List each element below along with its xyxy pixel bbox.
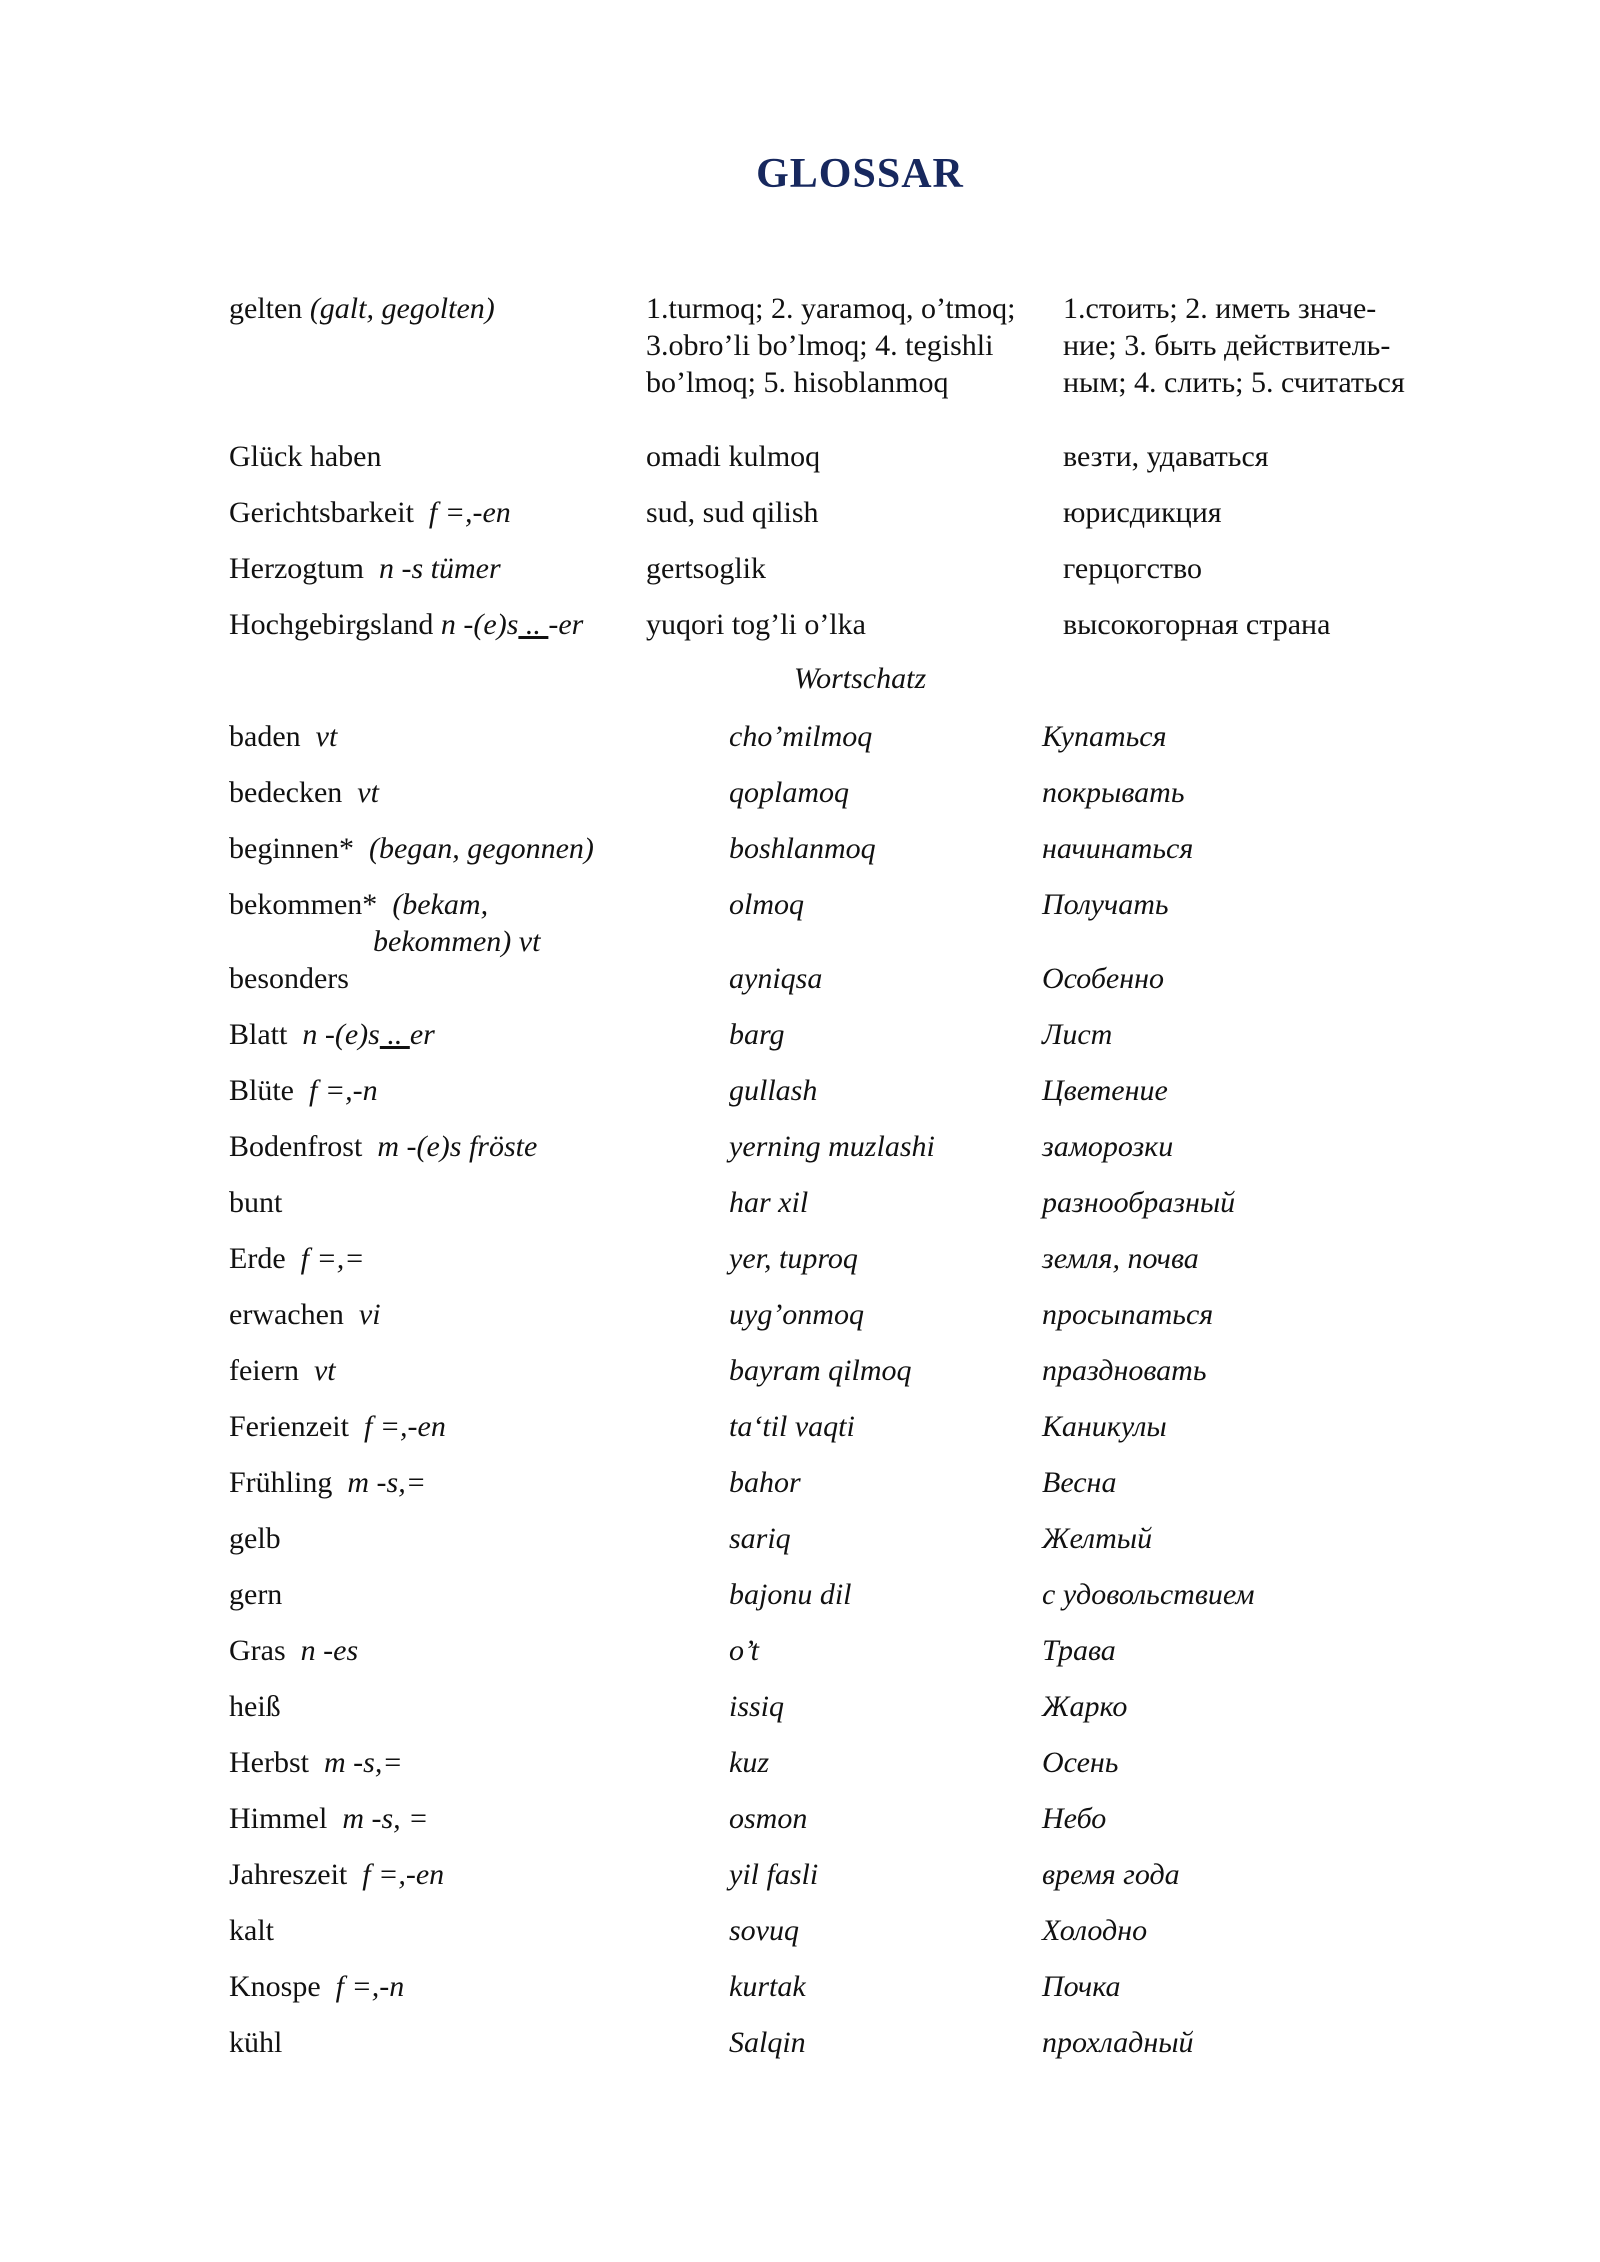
german-term: Herbst m -s,=	[229, 1746, 403, 1779]
uzbek-translation: qoplamoq	[729, 776, 849, 809]
german-term: Glück haben	[229, 440, 382, 473]
russian-translation: заморозки	[1042, 1130, 1174, 1163]
uzbek-translation: o’t	[729, 1634, 759, 1667]
german-term: bekommen* (bekam,	[229, 888, 489, 921]
russian-translation: Каникулы	[1042, 1410, 1167, 1443]
uzbek-translation: olmoq	[729, 888, 804, 921]
uzbek-translation: ta‘til vaqti	[729, 1410, 855, 1443]
uzbek-translation: issiq	[729, 1690, 785, 1723]
uzbek-translation: barg	[729, 1018, 785, 1051]
russian-translation: герцогство	[1063, 552, 1202, 585]
uzbek-translation: kurtak	[729, 1970, 806, 2003]
russian-translation: разнообразный	[1042, 1186, 1236, 1219]
german-term: Hochgebirgsland n -(e)s .. -er	[229, 608, 584, 641]
uzbek-translation: yuqori tog’li o’lka	[646, 608, 866, 641]
russian-translation: с удовольствием	[1042, 1578, 1255, 1611]
german-term: bedecken vt	[229, 776, 379, 809]
russian-translation: везти, удаваться	[1063, 440, 1269, 473]
german-term: gelb	[229, 1522, 281, 1555]
uzbek-line: 3.obro’li bo’lmoq; 4. tegishli	[646, 329, 994, 362]
russian-translation: Почка	[1042, 1970, 1121, 2003]
uzbek-translation: sariq	[729, 1522, 791, 1555]
russian-translation: покрывать	[1042, 776, 1185, 809]
uzbek-translation: bayram qilmoq	[729, 1354, 912, 1387]
german-term: besonders	[229, 962, 349, 995]
uzbek-translation: cho’milmoq	[729, 720, 873, 753]
russian-translation: Небо	[1042, 1802, 1107, 1835]
german-term: Blüte f =,-n	[229, 1074, 378, 1107]
uzbek-translation: sud, sud qilish	[646, 496, 819, 529]
russian-translation: Осень	[1042, 1746, 1119, 1779]
russian-line: ние; 3. быть действитель-	[1063, 329, 1391, 362]
german-term: Gras n -es	[229, 1634, 359, 1667]
russian-translation: Получать	[1042, 888, 1169, 921]
uzbek-translation: har xil	[729, 1186, 809, 1219]
german-grammar-cont: bekommen) vt	[373, 925, 541, 958]
page-title: GLOSSAR	[756, 151, 964, 197]
uzbek-translation: kuz	[729, 1746, 769, 1779]
uzbek-line: 1.turmoq; 2. yaramoq, o’tmoq;	[646, 292, 1016, 325]
russian-translation: праздновать	[1042, 1354, 1207, 1387]
uzbek-translation: omadi kulmoq	[646, 440, 821, 473]
uzbek-translation: yer, tuproq	[729, 1242, 858, 1275]
german-term: bunt	[229, 1186, 283, 1219]
german-term: baden vt	[229, 720, 338, 753]
russian-line: ным; 4. слить; 5. считаться	[1063, 366, 1405, 399]
russian-translation: прохладный	[1042, 2026, 1194, 2059]
russian-translation: Холодно	[1042, 1914, 1148, 1947]
uzbek-translation: bahor	[729, 1466, 801, 1499]
german-term: Erde f =,=	[229, 1242, 365, 1275]
uzbek-translation: yil fasli	[729, 1858, 819, 1891]
german-term: Ferienzeit f =,-en	[229, 1410, 446, 1443]
german-term: Himmel m -s, =	[229, 1802, 429, 1835]
uzbek-translation: uyg’onmoq	[729, 1298, 864, 1331]
russian-translation: Лист	[1042, 1018, 1113, 1051]
german-term: Herzogtum n -s tümer	[229, 552, 501, 585]
uzbek-line: bo’lmoq; 5. hisoblanmoq	[646, 366, 949, 399]
german-term: Blatt n -(e)s .. er	[229, 1018, 435, 1051]
russian-translation: юрисдикция	[1063, 496, 1222, 529]
german-term: heiß	[229, 1690, 281, 1723]
german-term: erwachen vi	[229, 1298, 381, 1331]
uzbek-translation: osmon	[729, 1802, 808, 1835]
german-term: beginnen* (began, gegonnen)	[229, 832, 594, 865]
uzbek-translation: boshlanmoq	[729, 832, 876, 865]
uzbek-translation: bajonu dil	[729, 1578, 852, 1611]
german-term: Jahreszeit f =,-en	[229, 1858, 445, 1891]
german-term: Gerichtsbarkeit f =,-en	[229, 496, 511, 529]
russian-translation: время года	[1042, 1858, 1180, 1891]
german-term: kühl	[229, 2026, 283, 2059]
german-term: Frühling m -s,=	[229, 1466, 426, 1499]
section-heading: Wortschatz	[793, 662, 927, 695]
russian-translation: высокогорная страна	[1063, 608, 1331, 641]
russian-translation: Трава	[1042, 1634, 1116, 1667]
russian-translation: Купаться	[1042, 720, 1167, 753]
russian-translation: Весна	[1042, 1466, 1117, 1499]
german-term: gelten (galt, gegolten)	[229, 292, 495, 325]
uzbek-translation: Salqin	[729, 2026, 806, 2059]
russian-translation: Жарко	[1042, 1690, 1128, 1723]
german-term: kalt	[229, 1914, 274, 1947]
german-term: feiern vt	[229, 1354, 336, 1387]
russian-translation: земля, почва	[1042, 1242, 1199, 1275]
uzbek-translation: yerning muzlashi	[729, 1130, 935, 1163]
russian-translation: Цветение	[1042, 1074, 1168, 1107]
uzbek-translation: gullash	[729, 1074, 818, 1107]
uzbek-translation: ayniqsa	[729, 962, 823, 995]
russian-line: 1.стоить; 2. иметь значе-	[1063, 292, 1377, 325]
russian-translation: Особенно	[1042, 962, 1165, 995]
russian-translation: начинаться	[1042, 832, 1194, 865]
german-term: Bodenfrost m -(e)s fröste	[229, 1130, 538, 1163]
german-term: gern	[229, 1578, 283, 1611]
russian-translation: просыпаться	[1042, 1298, 1214, 1331]
uzbek-translation: sovuq	[729, 1914, 799, 1947]
german-term: Knospe f =,-n	[229, 1970, 405, 2003]
uzbek-translation: gertsoglik	[646, 552, 766, 585]
russian-translation: Желтый	[1042, 1522, 1153, 1555]
